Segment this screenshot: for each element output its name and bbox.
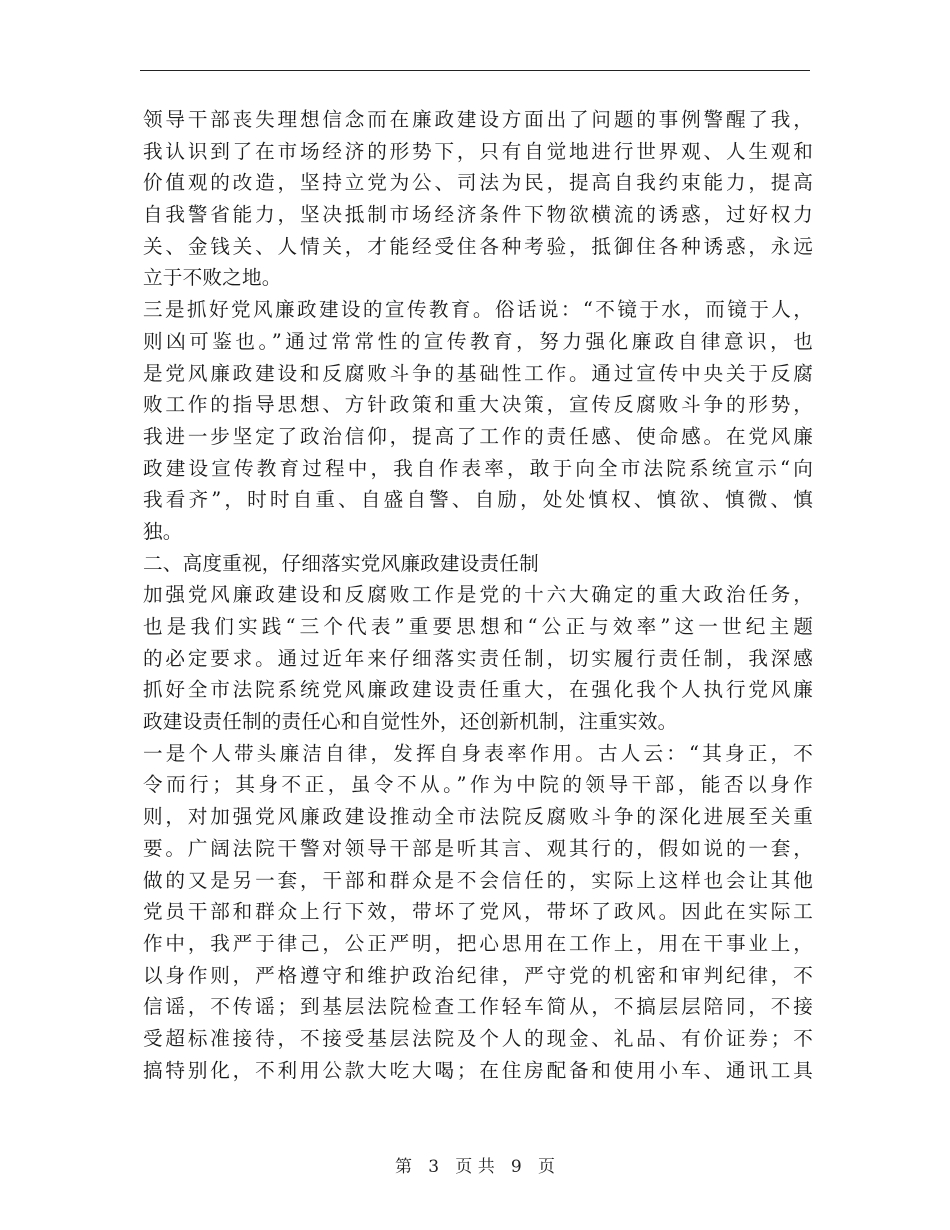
text-line: 政建设宣传教育过程中，我自作表率，敢于向全市法院系统宣示“向 xyxy=(143,456,813,480)
text-line: 也是我们实践“三个代表”重要思想和“公正与效率”这一世纪主题 xyxy=(143,615,813,638)
text-line: 令而行；其身不正，虽令不从。”作为中院的领导干部，能否以身作 xyxy=(143,773,813,797)
text-line: 自我警省能力，坚决抵制市场经济条件下物欲横流的诱惑，过好权力 xyxy=(143,203,813,227)
footer-middle: 页 共 xyxy=(455,1157,495,1177)
text-line: 做的又是另一套，干部和群众是不会信任的，实际上这样也会让其他 xyxy=(143,868,813,892)
header-rule xyxy=(140,70,810,71)
text-line: 加强党风廉政建设和反腐败工作是党的十六大确定的重大政治任务， xyxy=(143,583,813,607)
text-line: 是党风廉政建设和反腐败斗争的基础性工作。通过宣传中央关于反腐 xyxy=(143,361,813,385)
text-line: 我看齐”，时时自重、自盛自警、自励，处处慎权、慎欲、慎微、慎 xyxy=(143,488,813,512)
text-line: 以身作则，严格遵守和维护政治纪律，严守党的机密和审判纪律，不 xyxy=(143,963,813,987)
text-line: 信谣，不传谣；到基层法院检查工作轻车简从，不搞层层陪同，不接 xyxy=(143,995,813,1019)
text-line: 关、金钱关、人情关，才能经受住各种考验，抵御住各种诱惑，永远 xyxy=(143,234,813,258)
text-line: 抓好全市法院系统党风廉政建设责任重大，在强化我个人执行党风廉 xyxy=(143,678,813,702)
text-line: 的必定要求。通过近年来仔细落实责任制，切实履行责任制，我深感 xyxy=(143,646,813,670)
text-line: 党员干部和群众上行下效，带坏了党风，带坏了政风。因此在实际工 xyxy=(143,900,813,924)
footer-prefix: 第 xyxy=(395,1157,413,1177)
text-line: 政建设责任制的责任心和自觉性外，还创新机制，注重实效。 xyxy=(143,710,678,734)
text-line: 价值观的改造，坚持立党为公、司法为民，提高自我约束能力，提高 xyxy=(143,171,813,195)
footer-total-pages: 9 xyxy=(510,1157,522,1177)
text-line: 我认识到了在市场经济的形势下，只有自觉地进行世界观、人生观和 xyxy=(143,139,813,163)
text-line: 要。广阔法院干警对领导干部是听其言、观其行的，假如说的一套， xyxy=(143,836,813,860)
text-line: 领导干部丧失理想信念而在廉政建设方面出了问题的事例警醒了我， xyxy=(143,108,813,131)
text-line: 三是抓好党风廉政建设的宣传教育。俗话说：“不镜于水，而镜于人， xyxy=(143,298,813,322)
text-line: 作中，我严于律己，公正严明，把心思用在工作上，用在干事业上， xyxy=(143,931,813,955)
text-line: 搞特别化，不利用公款大吃大喝；在住房配备和使用小车、通讯工具 xyxy=(143,1058,813,1082)
text-line: 受超标准接待，不接受基层法院及个人的现金、礼品、有价证券；不 xyxy=(143,1026,813,1050)
text-line: 二、高度重视，仔细落实党风廉政建设责任制 xyxy=(143,551,539,575)
text-line: 则，对加强党风廉政建设推动全市法院反腐败斗争的深化进展至关重 xyxy=(143,805,813,829)
text-line: 一是个人带头廉洁自律，发挥自身表率作用。古人云：“其身正，不 xyxy=(143,741,813,765)
text-line: 则凶可鉴也。”通过常常性的宣传教育，努力强化廉政自律意识，也 xyxy=(143,329,813,353)
page-footer xyxy=(0,1152,950,1177)
text-line: 独。 xyxy=(143,519,183,543)
text-line: 立于不败之地。 xyxy=(143,266,282,290)
document-body xyxy=(143,104,813,1086)
footer-suffix: 页 xyxy=(537,1157,555,1177)
text-line: 我进一步坚定了政治信仰，提高了工作的责任感、使命感。在党风廉 xyxy=(143,424,813,448)
footer-current-page: 3 xyxy=(428,1157,440,1177)
text-line: 败工作的指导思想、方针政策和重大决策，宣传反腐败斗争的形势， xyxy=(143,393,813,417)
